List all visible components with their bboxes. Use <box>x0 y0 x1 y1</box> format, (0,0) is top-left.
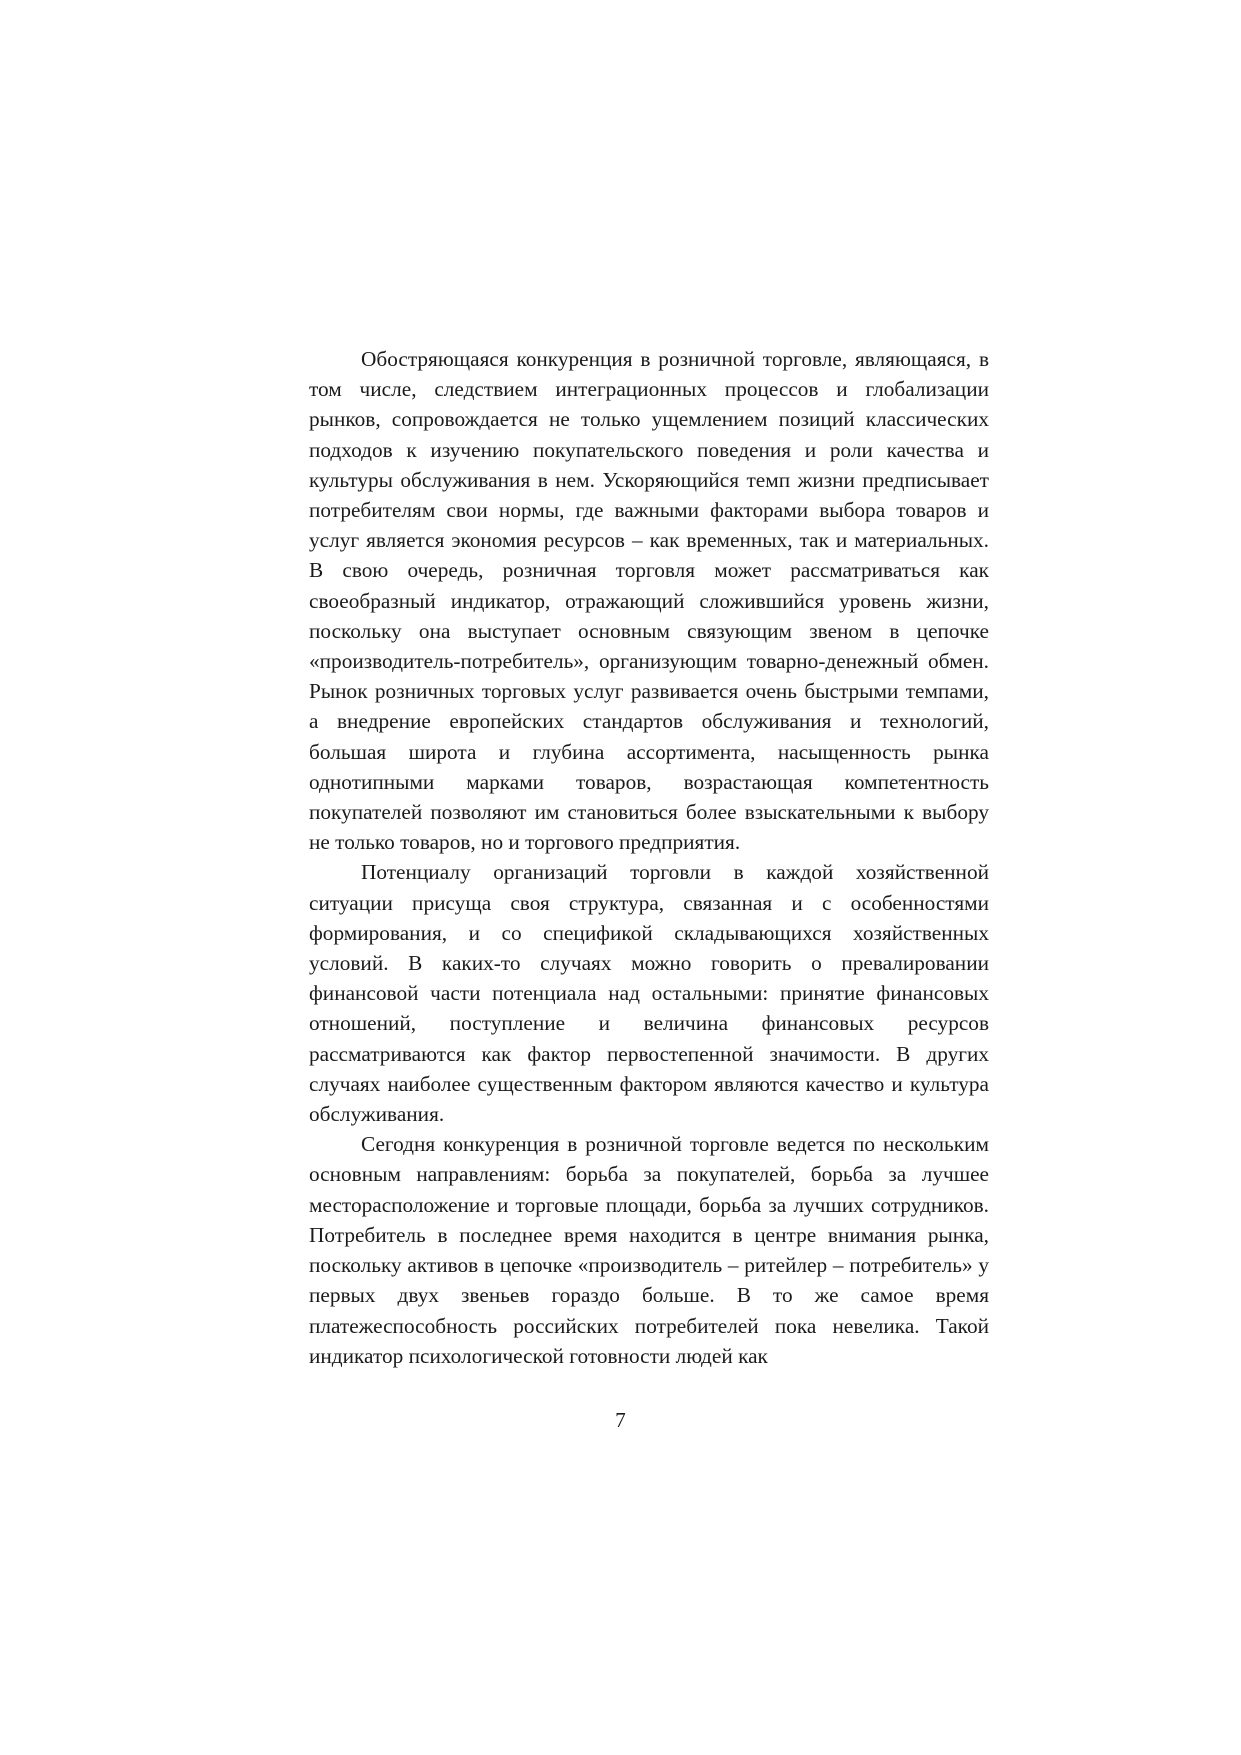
body-text <box>309 344 989 1371</box>
page-number: 7 <box>615 1408 626 1432</box>
paragraph-1: Обостряющаяся конкуренция в розничной торговле, являющаяся, в том числе, следствием интеграционных процессов и глобализации рынков, сопровождается не только ущемлением позиций классических подходов к изучению покупательского поведения и роли качества и культуры обслуживания в нем. Ускоряющийся темп жизни предписывает потребителям свои нормы, где важными факторами выбора товаров и услуг является экономия ресурсов – как временных, так и материальных. В свою очередь, розничная торговля может рассматриваться как своеобразный индикатор, отражающий сложившийся уровень жизни, поскольку она выступает основным связующим звеном в цепочке «производитель-потребитель», организующим товарно-денежный обмен. Рынок розничных торговых услуг развивается очень быстрыми темпами, а внедрение европейских стандартов обслуживания и технологий, большая широта и глубина ассортимента, насыщенность рынка однотипными марками товаров, возрастающая компетентность покупателей позволяют им становиться более взыскательными к выбору не только товаров, но и торгового предприятия. <box>309 347 989 855</box>
paragraph-2: Потенциалу организаций торговли в каждой хозяйственной ситуации присуща своя структура, связанная и с особенностями формирования, и со спецификой складывающихся хозяйственных условий. В каких-то случаях можно говорить о превалировании финансовой части потенциала над остальными: принятие финансовых отношений, поступление и величина финансовых ресурсов рассматриваются как фактор первостепенной значимости. В других случаях наиболее существенным фактором являются качество и культура обслуживания. <box>309 860 989 1127</box>
paragraph-3: Сегодня конкуренция в розничной торговле ведется по нескольким основным направлениям: борьба за покупателей, борьба за лучшее месторасположение и торговые площади, борьба за лучших сотрудников. Потребитель в последнее время находится в центре внимания рынка, поскольку активов в цепочке «производитель – ритейлер – потребитель» у первых двух звеньев гораздо больше. В то же самое время платежеспособность российских потребителей пока невелика. Такой индикатор психологической готовности людей как <box>309 1132 989 1368</box>
